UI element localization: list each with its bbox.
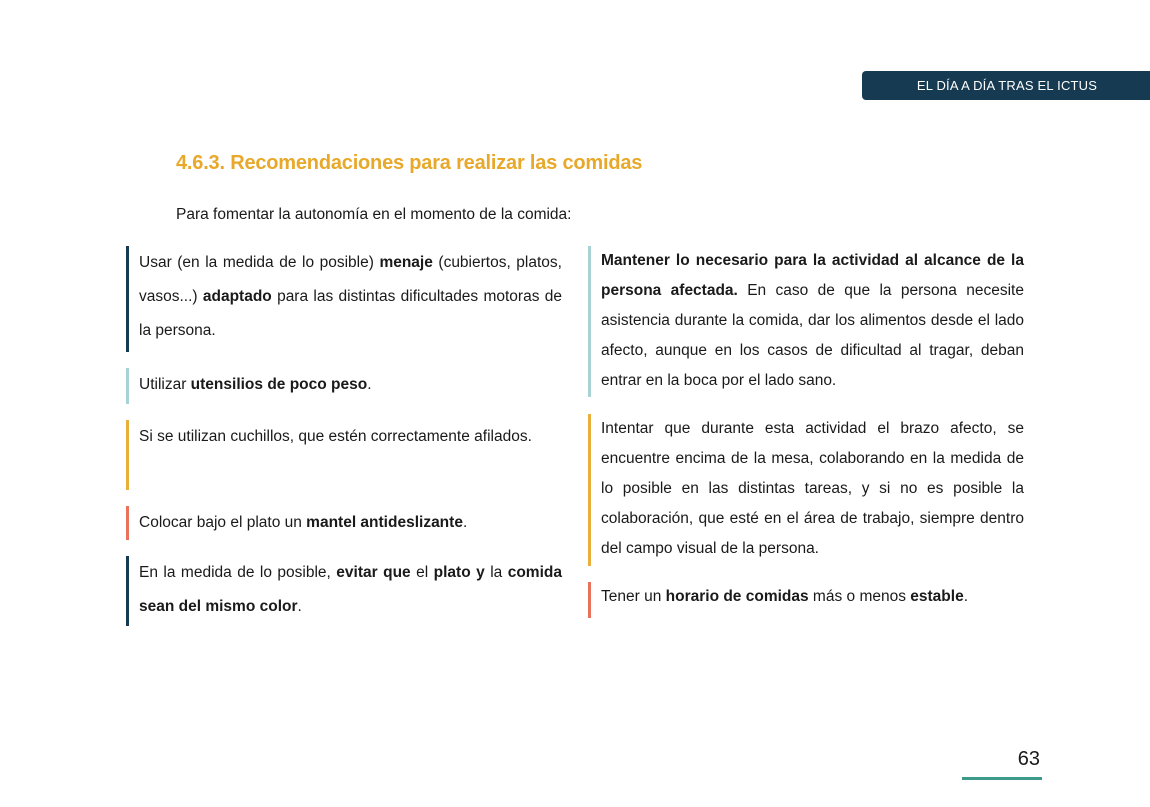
recommendation-item: Utilizar utensilios de poco peso.: [126, 368, 562, 404]
recommendation-item: Mantener lo necesario para la actividad al alcance de la persona afectada. En caso de que la persona necesite asistencia durante la comida, dar los alimentos desde el lado afecto, aunque en los casos de dificultad al tragar, deban entrar en la boca por el lado sano.: [588, 246, 1024, 397]
recommendation-item: Colocar bajo el plato un mantel antideslizante.: [126, 506, 562, 540]
section-title: 4.6.3. Recomendaciones para realizar las comidas: [176, 152, 643, 174]
recommendation-item: Tener un horario de comidas más o menos estable.: [588, 582, 1024, 618]
recommendation-item: Usar (en la medida de lo posible) menaje (cubiertos, platos, vasos...) adaptado para las distintas dificultades motoras de la persona.: [126, 246, 562, 352]
recommendation-item: En la medida de lo posible, evitar que el plato y la comida sean del mismo color.: [126, 556, 562, 626]
recommendation-item: Si se utilizan cuchillos, que estén correctamente afilados.: [126, 420, 562, 490]
chapter-header-tab: [862, 71, 1150, 100]
right-column: [588, 246, 1024, 618]
page-number-underline: [962, 777, 1042, 780]
page-number: 63: [1017, 748, 1040, 770]
recommendation-item: Intentar que durante esta actividad el brazo afecto, se encuentre encima de la mesa, colaborando en la medida de lo posible en las distintas tareas, y si no es posible la colaboración, que esté en el área de trabajo, siempre dentro del campo visual de la persona.: [588, 414, 1024, 566]
intro-paragraph: Para fomentar la autonomía en el momento de la comida:: [176, 206, 572, 223]
chapter-header-label: EL DÍA A DÍA TRAS EL ICTUS: [916, 78, 1098, 93]
left-column: [126, 246, 562, 626]
